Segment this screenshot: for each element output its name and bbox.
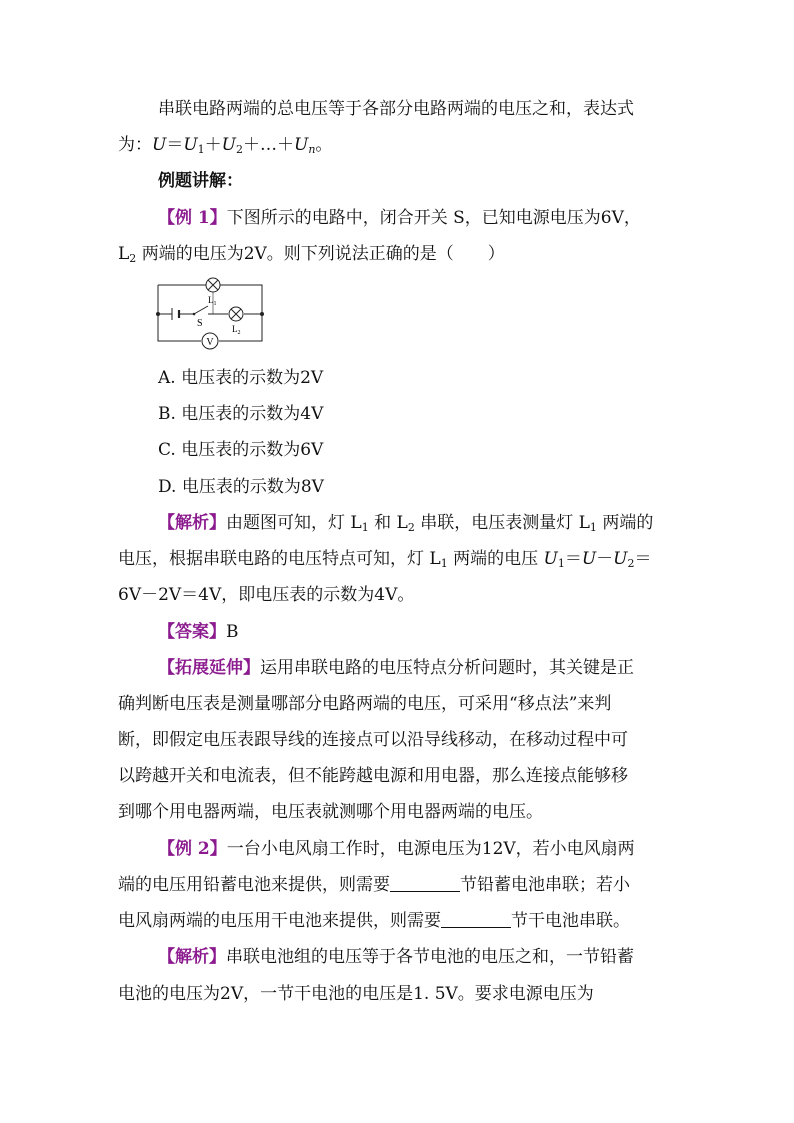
extension-line-1: 【拓展延伸】运用串联电路的电压特点分析问题时，其关键是正 — [158, 658, 634, 678]
analysis-2-line-2: 电池的电压为2V，一节干电池的电压是1. 5V。要求电源电压为 — [118, 984, 594, 1004]
extension-line-2: 确判断电压表是测量哪部分电路两端的电压，可采用“移点法”来判 — [118, 694, 612, 714]
series-voltage-formula: $U=U_1+U_2+\dots+U_n$ — [152, 135, 316, 156]
intro-line-1: 串联电路两端的总电压等于各部分电路两端的电压之和，表达式 — [158, 99, 634, 119]
analysis-1-line-1: 【解析】由题图可知，灯 $L_1$ 和 $L_2$ 串联，电压表测量灯 $L_1$ 两端的 — [158, 513, 654, 534]
example-2-line-2: 端的电压用铅蓄电池来提供，则需要 节铅蓄电池串联；若小 — [118, 875, 630, 895]
extension-line-4: 以跨越开关和电流表，但不能跨越电源和用电器，那么连接点能够移 — [118, 766, 628, 786]
example-1-line-1: 【例 1】下图所示的电路中，闭合开关 S，已知电源电压为6V， — [158, 208, 641, 228]
battery-icon — [172, 308, 179, 320]
option-d: D. 电压表的示数为8V — [158, 477, 324, 497]
answer-line — [158, 621, 239, 643]
analysis-1-line-2: 电压，根据串联电路的电压特点可知，灯 $L_1$ 两端的电压 $U_1=U-U_2=$ — [118, 549, 652, 570]
option-c: C. 电压表的示数为6V — [158, 440, 324, 460]
answer-value: B — [226, 622, 239, 642]
example-2-tag: 【例 2】 — [158, 839, 227, 859]
switch-label: S — [197, 318, 203, 329]
analysis-1-line-3: 6V－2V＝4V，即电压表的示数为4V。 — [118, 585, 415, 605]
circuit-diagram — [150, 275, 270, 355]
circuit-node-left — [156, 312, 160, 316]
voltmeter-label: V — [206, 337, 214, 348]
analysis-1-tag: 【解析】 — [158, 513, 226, 533]
example-2-line-1: 【例 2】一台小电风扇工作时，电源电压为12V，若小电风扇两 — [158, 839, 635, 859]
switch-blade — [194, 306, 208, 314]
lamp-l2-label: $L_2$ — [232, 324, 241, 336]
option-b: B. 电压表的示数为4V — [158, 404, 324, 424]
extension-line-3: 断，即假定电压表跟导线的连接点可以沿导线移动，在移动过程中可 — [118, 730, 628, 750]
section-title: 例题讲解： — [158, 171, 243, 191]
example-1-line-2: $L_2$ 两端的电压为2V。则下列说法正确的是（ ） — [118, 244, 505, 265]
example-1-tag: 【例 1】 — [158, 208, 227, 228]
intro-line-2: 为：$U=U_1+U_2+\dots+U_n$。 — [118, 135, 333, 156]
l2-symbol: $L_2$ — [118, 244, 137, 265]
analysis-2-tag: 【解析】 — [158, 947, 226, 967]
example-2-line-3: 电风扇两端的电压用干电池来提供，则需要 节干电池串联。 — [118, 911, 630, 931]
answer-blank-lead-acid[interactable] — [390, 875, 460, 892]
extension-line-5: 到哪个用电器两端，电压表就测哪个用电器两端的电压。 — [118, 802, 543, 822]
analysis-2-line-1: 【解析】串联电池组的电压等于各节电池的电压之和，一节铅蓄 — [158, 947, 634, 967]
answer-tag: 【答案】 — [158, 622, 226, 642]
lamp-l1-label: $L_1$ — [208, 295, 217, 307]
extension-tag: 【拓展延伸】 — [158, 658, 260, 678]
circuit-node-right — [260, 312, 264, 316]
answer-blank-dry-cell[interactable] — [441, 911, 511, 928]
option-a: A. 电压表的示数为2V — [158, 368, 324, 388]
intro-prefix: 为： — [118, 135, 152, 155]
